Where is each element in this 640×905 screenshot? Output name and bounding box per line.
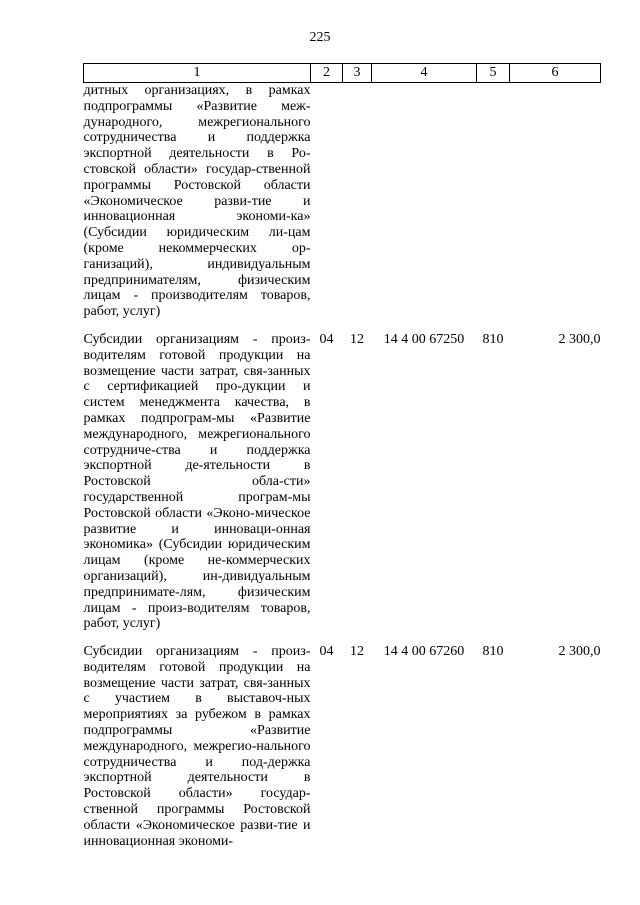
row-amount xyxy=(510,83,601,320)
row-spacer xyxy=(84,320,601,332)
row-expense-type: 810 xyxy=(482,644,504,660)
column-header-1: 1 xyxy=(84,64,311,83)
table-row xyxy=(84,83,601,320)
header-row xyxy=(84,64,601,83)
row-subsection-code xyxy=(343,83,372,320)
row-subsection-code: 12 xyxy=(350,331,364,347)
row-description: Субсидии организациям - произ-водителям готовой продукции на возмещение части затрат, свя-занных с участием в выставоч-ных мероприятиях за рубежом в рамках подпрограммы «Развитие международного, межрегио-нального сотрудничества и под-держка экспортной деятельности в Ростовской области» государ-ственной программы Ростовской области «Экономическое разви-тие и инновационная экономи- xyxy=(83,644,311,849)
row-section-code: 04 xyxy=(319,644,334,660)
table-row xyxy=(84,644,601,849)
row-expense-type xyxy=(477,83,510,320)
column-header-2: 2 xyxy=(311,64,343,83)
row-subsection-code: 12 xyxy=(350,644,364,660)
column-header-5: 5 xyxy=(477,64,510,83)
row-target-article xyxy=(372,83,477,320)
column-header-3: 3 xyxy=(343,64,372,83)
column-header-4: 4 xyxy=(372,64,477,83)
page-number: 225 xyxy=(309,30,331,45)
row-target-article: 14 4 00 67250 xyxy=(383,331,465,347)
column-header-6: 6 xyxy=(510,64,601,83)
row-expense-type: 810 xyxy=(482,331,504,347)
row-section-code xyxy=(311,83,343,320)
row-spacer xyxy=(84,632,601,644)
row-description: Субсидии организациям - произ-водителям готовой продукции на возмещение части затрат, свя-занных с сертификацией про-дукции и систем менеджмента качества, в рамках подпрограм-мы «Развитие международного, межрегионального сотрудниче-ства и поддержка экспортной де-ятельности в Ростовской обла-сти» государственной програм-мы Ростовской области «Эконо-мическое развитие и инноваци-онная экономика» (Субсидии юридическим лицам (кроме не-коммерческих организаций), ин-дивидуальным предпринимате-лям, физическим лицам - произ-водителям товаров, работ, услуг) xyxy=(83,331,311,632)
row-section-code: 04 xyxy=(319,331,334,347)
row-target-article: 14 4 00 67260 xyxy=(383,644,465,660)
table-row xyxy=(84,332,601,632)
row-description: дитных организациях, в рамках подпрограммы «Развитие меж-дународного, межрегионального сотрудничества и поддержка экспортной деятельности в Ро-стовской области» государ-ственной программы Ростовской области «Экономическое разви-тие и инновационная экономи-ка» (Субсидии юридическим ли-цам (кроме некоммерческих ор-ганизаций), индивидуальным предпринимателям, физическим лицам - производителям товаров, работ, услуг) xyxy=(83,83,311,320)
row-amount: 2 300,0 xyxy=(558,331,601,347)
row-amount: 2 300,0 xyxy=(558,644,601,660)
budget-table xyxy=(83,63,601,849)
